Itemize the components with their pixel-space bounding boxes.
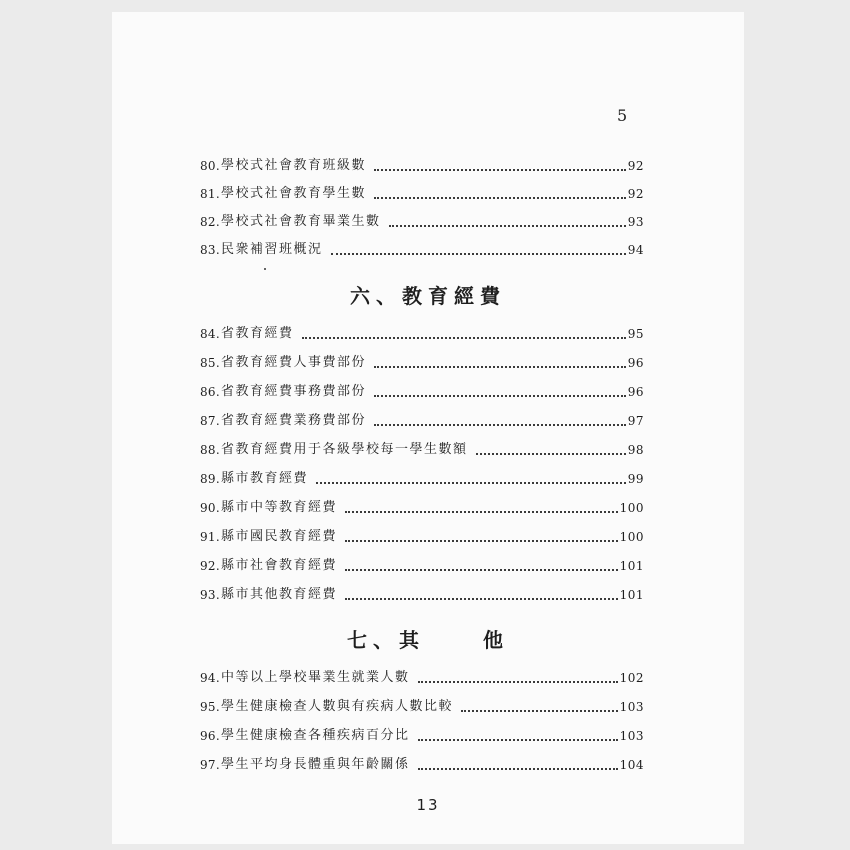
- toc-entry: [200, 552, 644, 574]
- toc-entry: [200, 236, 644, 258]
- dot-leader: [331, 243, 626, 255]
- entry-title: 學校式社會教育學生數: [220, 186, 366, 201]
- section-heading-part: 七、其: [347, 628, 425, 652]
- toc-entry: [200, 436, 644, 458]
- dot-leader: [418, 671, 618, 683]
- toc-entry: [200, 523, 644, 545]
- entry-title: 縣市其他教育經費: [220, 587, 337, 602]
- dot-leader: [374, 414, 626, 426]
- entry-number: 85.: [200, 356, 220, 370]
- dot-leader: [345, 501, 618, 513]
- entry-number: 81.: [200, 187, 220, 201]
- entry-page: 96: [627, 385, 644, 399]
- dot-leader: [374, 356, 626, 368]
- dot-leader: [418, 729, 618, 741]
- entry-page: 93: [627, 215, 644, 229]
- entry-page: 92: [627, 187, 644, 201]
- entry-number: 83.: [200, 243, 220, 257]
- section-heading: 六、教育經費: [350, 284, 506, 308]
- dot-leader: [461, 700, 618, 712]
- entry-page: 97: [627, 414, 644, 428]
- entry-title: 民衆補習班概況: [220, 242, 323, 257]
- entry-number: 82.: [200, 215, 220, 229]
- entry-title: 縣市國民教育經費: [220, 529, 337, 544]
- entry-page: 98: [627, 443, 644, 457]
- document-page: [112, 12, 744, 844]
- dot-leader: [418, 758, 618, 770]
- toc-entry: [200, 664, 644, 686]
- entry-number: 90.: [200, 501, 220, 515]
- dot-leader: [374, 159, 626, 171]
- dot-leader: [345, 588, 618, 600]
- entry-page: 99: [627, 472, 644, 486]
- section-heading-part: 他: [483, 628, 509, 652]
- page-number-top: 5: [617, 106, 629, 125]
- entry-title: 縣市教育經費: [220, 471, 308, 486]
- entry-page: 92: [627, 159, 644, 173]
- dot-leader: [316, 472, 626, 484]
- dot-leader: [476, 443, 626, 455]
- toc-entry: [200, 693, 644, 715]
- entry-page: 104: [619, 758, 644, 772]
- dot-leader: [345, 559, 618, 571]
- entry-page: 95: [627, 327, 644, 341]
- entry-title: 省教育經費: [220, 326, 294, 341]
- entry-page: 94: [627, 243, 644, 257]
- entry-number: 91.: [200, 530, 220, 544]
- toc-entry: [200, 378, 644, 400]
- entry-number: 86.: [200, 385, 220, 399]
- entry-title: 學生平均身長體重與年齡關係: [220, 757, 410, 772]
- entry-title: 省教育經費用于各級學校每一學生數額: [220, 442, 468, 457]
- entry-number: 96.: [200, 729, 220, 743]
- dot-leader: [302, 327, 626, 339]
- entry-number: 88.: [200, 443, 220, 457]
- toc-entry: [200, 465, 644, 487]
- entry-title: 中等以上學校畢業生就業人數: [220, 670, 410, 685]
- entry-number: 89.: [200, 472, 220, 486]
- entry-title: 學校式社會教育畢業生數: [220, 214, 381, 229]
- entry-title: 學校式社會教育班級數: [220, 158, 366, 173]
- entry-number: 97.: [200, 758, 220, 772]
- entry-page: 101: [619, 588, 644, 602]
- entry-page: 103: [619, 700, 644, 714]
- section-heading: [112, 624, 744, 653]
- toc-entry: [200, 349, 644, 371]
- entry-page: 103: [619, 729, 644, 743]
- entry-number: 80.: [200, 159, 220, 173]
- entry-number: 87.: [200, 414, 220, 428]
- entry-title: 省教育經費事務費部份: [220, 384, 366, 399]
- toc-entry: [200, 581, 644, 603]
- entry-title: 縣市中等教育經費: [220, 500, 337, 515]
- entry-page: 101: [619, 559, 644, 573]
- entry-page: 100: [619, 530, 644, 544]
- stray-mark: [264, 268, 266, 270]
- entry-number: 95.: [200, 700, 220, 714]
- entry-title: 省教育經費人事費部份: [220, 355, 366, 370]
- toc-entry: [200, 407, 644, 429]
- toc-entry: [200, 208, 644, 230]
- dot-leader: [374, 187, 626, 199]
- entry-number: 92.: [200, 559, 220, 573]
- entry-title: 省教育經費業務費部份: [220, 413, 366, 428]
- entry-number: 84.: [200, 327, 220, 341]
- entry-title: 學生健康檢查人數與有疾病人數比較: [220, 699, 453, 714]
- toc-entry: [200, 494, 644, 516]
- entry-title: 縣市社會教育經費: [220, 558, 337, 573]
- toc-entry: [200, 722, 644, 744]
- entry-page: 102: [619, 671, 644, 685]
- entry-number: 93.: [200, 588, 220, 602]
- dot-leader: [345, 530, 618, 542]
- toc-entry: [200, 320, 644, 342]
- dot-leader: [389, 215, 626, 227]
- entry-page: 96: [627, 356, 644, 370]
- entry-number: 94.: [200, 671, 220, 685]
- page-number-bottom: 13: [416, 796, 440, 814]
- toc-entry: [200, 751, 644, 773]
- toc-entry: [200, 152, 644, 174]
- entry-title: 學生健康檢查各種疾病百分比: [220, 728, 410, 743]
- dot-leader: [374, 385, 626, 397]
- entry-page: 100: [619, 501, 644, 515]
- toc-entry: [200, 180, 644, 202]
